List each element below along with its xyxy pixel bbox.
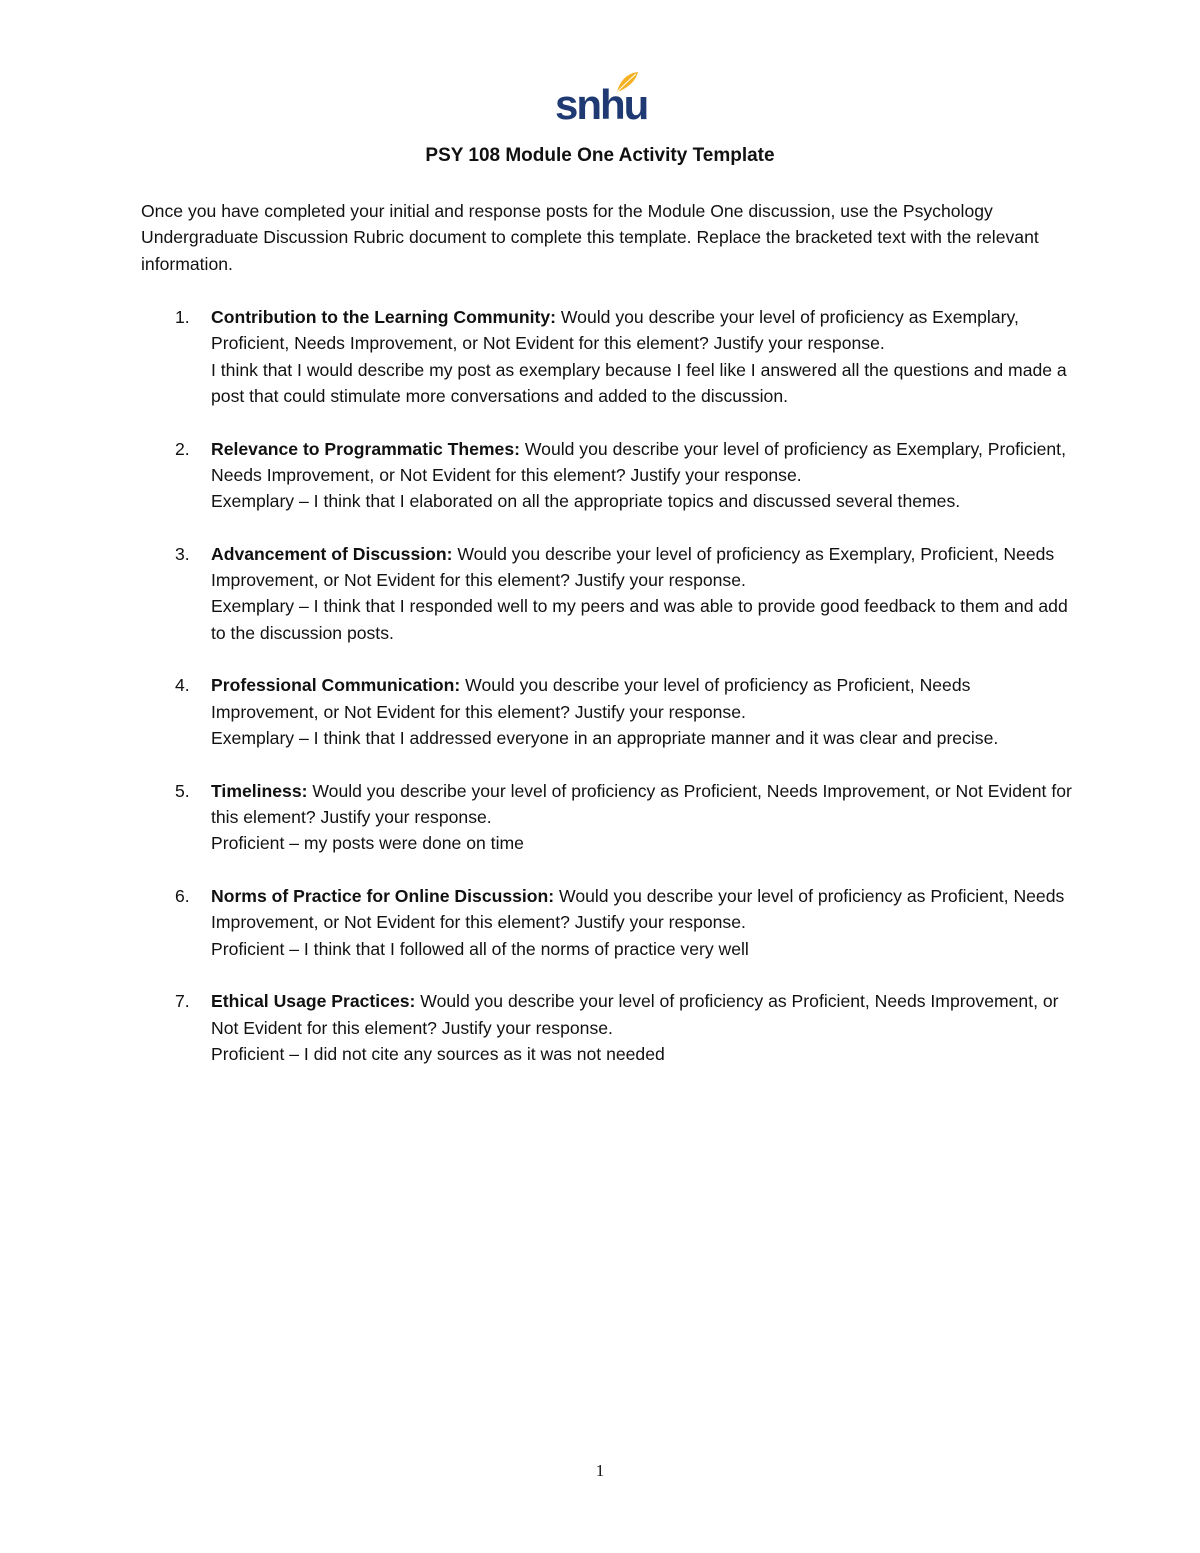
list-item bbox=[141, 436, 1081, 515]
item-heading: Ethical Usage Practices: bbox=[211, 991, 416, 1012]
list-item bbox=[141, 541, 1081, 646]
item-question: Would you describe your level of proficiency as Exemplary, Proficient, Needs Improvement, or Not Evident for this element? Justify your response. bbox=[211, 438, 1066, 485]
item-answer: Exemplary – I think that I addressed everyone in an appropriate manner and it was clear and precise. bbox=[211, 728, 999, 749]
item-question: Would you describe your level of proficiency as Proficient, Needs Improvement, or Not Evident for this element? Justify your response. bbox=[211, 780, 1072, 828]
snhu-logo bbox=[552, 70, 648, 132]
item-answer: Exemplary – I think that I elaborated on all the appropriate topics and discussed several themes. bbox=[211, 491, 961, 512]
item-number: 4. bbox=[175, 675, 190, 696]
list-item bbox=[141, 672, 1081, 751]
item-answer: Proficient – I did not cite any sources as it was not needed bbox=[211, 1043, 665, 1064]
item-question: Would you describe your level of proficiency as Exemplary, Proficient, Needs Improvement, or Not Evident for this element? Justify your response. bbox=[211, 543, 1055, 591]
item-question-block bbox=[211, 544, 1054, 590]
item-answer: Proficient – my posts were done on time bbox=[211, 833, 524, 854]
item-answer: Exemplary – I think that I responded well to my peers and was able to provide good feedback to them and add to the discussion posts. bbox=[211, 596, 1068, 643]
item-heading: Contribution to the Learning Community: bbox=[211, 307, 556, 327]
item-number: 7. bbox=[175, 991, 190, 1012]
item-number: 6. bbox=[175, 886, 190, 906]
logo-wordmark: snhu bbox=[555, 81, 648, 128]
list-item bbox=[141, 778, 1081, 857]
item-question-block bbox=[211, 675, 970, 721]
item-question-block bbox=[211, 781, 1072, 827]
page-number: 1 bbox=[595, 1461, 605, 1480]
item-number: 2. bbox=[175, 438, 190, 459]
rubric-question-list bbox=[141, 304, 1081, 1094]
list-item bbox=[141, 883, 1081, 962]
list-item bbox=[141, 988, 1081, 1067]
item-question-block bbox=[211, 991, 1059, 1037]
item-heading: Professional Communication: bbox=[211, 675, 461, 696]
item-question-block bbox=[211, 307, 1019, 353]
list-item bbox=[141, 304, 1081, 409]
item-answer: I think that I would describe my post as exemplary because I feel like I answered all the questions and made a post that could stimulate more conversations and added to the discussion. bbox=[211, 359, 1067, 406]
item-question-block bbox=[211, 886, 1064, 932]
item-heading: Advancement of Discussion: bbox=[211, 543, 453, 564]
document-title: PSY 108 Module One Activity Template bbox=[425, 145, 775, 166]
item-number: 1. bbox=[175, 307, 190, 327]
item-question: Would you describe your level of proficiency as Proficient, Needs Improvement, or Not Evident for this element? Justify your response. bbox=[211, 886, 1065, 933]
item-question: Would you describe your level of proficiency as Exemplary, Proficient, Needs Improvement, or Not Evident for this element? Justify your response. bbox=[211, 307, 1019, 354]
item-question-block bbox=[211, 439, 1066, 485]
item-answer: Proficient – I think that I followed all of the norms of practice very well bbox=[211, 938, 749, 959]
item-number: 3. bbox=[175, 543, 190, 564]
intro-paragraph: Once you have completed your initial and response posts for the Module One discussion, use the Psychology Undergraduate Discussion Rubric document to complete this template. Replace the bracketed text with the relevant information. bbox=[141, 201, 1039, 274]
item-question: Would you describe your level of proficiency as Proficient, Needs Improvement, or Not Evident for this element? Justify your response. bbox=[211, 991, 1059, 1038]
item-number: 5. bbox=[175, 780, 190, 801]
item-heading: Timeliness: bbox=[211, 780, 308, 801]
item-question: Would you describe your level of proficiency as Proficient, Needs Improvement, or Not Evident for this element? Justify your response. bbox=[211, 675, 971, 722]
item-heading: Norms of Practice for Online Discussion: bbox=[211, 886, 555, 906]
item-heading: Relevance to Programmatic Themes: bbox=[211, 438, 520, 459]
